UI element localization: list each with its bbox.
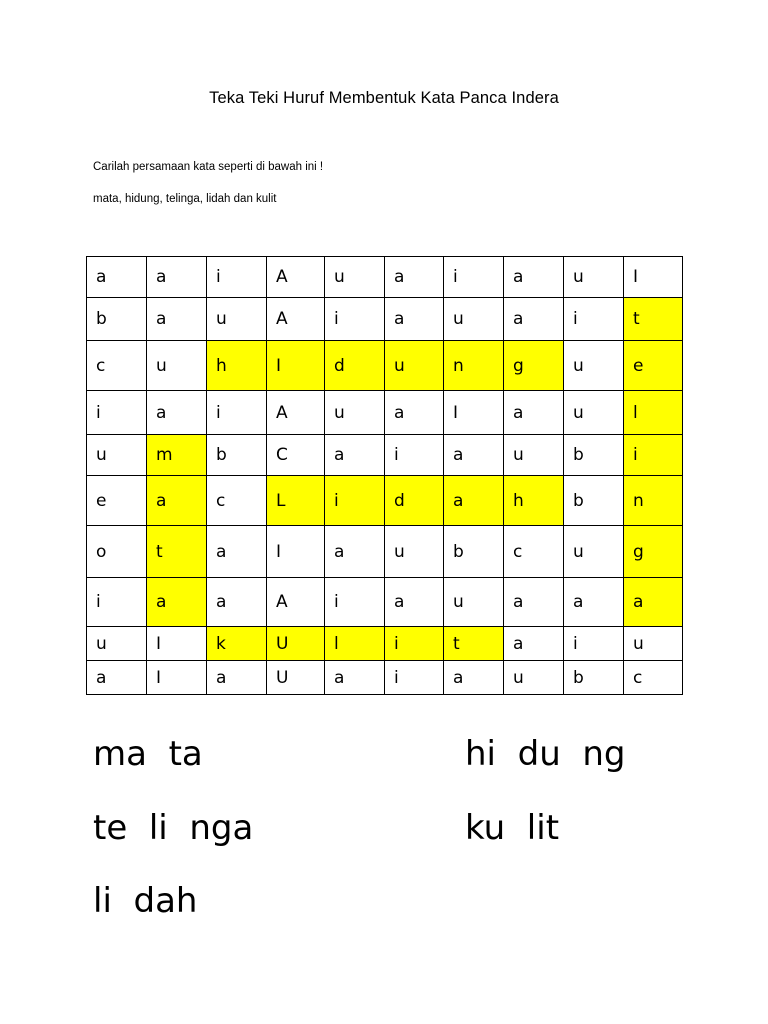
grid-cell: u	[147, 341, 207, 391]
grid-cell: n	[624, 476, 683, 526]
grid-row	[87, 627, 683, 661]
grid-cell: i	[624, 435, 683, 476]
instruction-text: Carilah persamaan kata seperti di bawah ini !	[93, 161, 324, 173]
grid-cell: a	[87, 661, 147, 695]
grid-cell: U	[267, 627, 325, 661]
grid-cell: l	[624, 391, 683, 435]
grid-cell: a	[504, 391, 564, 435]
grid-cell: t	[444, 627, 504, 661]
syllable-hidung: hi du ng	[465, 734, 626, 774]
grid-cell: a	[444, 661, 504, 695]
grid-cell: u	[385, 341, 444, 391]
syllable-mata: ma ta	[93, 734, 203, 774]
grid-cell: a	[87, 257, 147, 298]
grid-cell: d	[325, 341, 385, 391]
grid-cell: u	[564, 391, 624, 435]
word-list-text: mata, hidung, telinga, lidah dan kulit	[93, 193, 277, 205]
grid-cell: a	[147, 578, 207, 627]
grid-cell: a	[325, 435, 385, 476]
letter-grid	[86, 256, 683, 695]
grid-cell: a	[207, 661, 267, 695]
grid-cell: g	[504, 341, 564, 391]
grid-cell: i	[87, 391, 147, 435]
grid-cell: a	[147, 476, 207, 526]
grid-cell: a	[147, 391, 207, 435]
grid-cell: I	[147, 627, 207, 661]
grid-cell: u	[564, 341, 624, 391]
grid-row	[87, 526, 683, 578]
grid-row	[87, 298, 683, 341]
grid-cell: A	[267, 298, 325, 341]
grid-cell: I	[147, 661, 207, 695]
grid-cell: b	[207, 435, 267, 476]
grid-row	[87, 341, 683, 391]
grid-cell: t	[147, 526, 207, 578]
grid-cell: u	[385, 526, 444, 578]
grid-cell: t	[624, 298, 683, 341]
grid-cell: k	[207, 627, 267, 661]
grid-cell: u	[87, 435, 147, 476]
grid-cell: a	[147, 298, 207, 341]
grid-cell: a	[385, 257, 444, 298]
grid-cell: a	[207, 578, 267, 627]
grid-cell: a	[325, 661, 385, 695]
grid-cell: a	[325, 526, 385, 578]
grid-row	[87, 257, 683, 298]
grid-cell: l	[325, 627, 385, 661]
grid-cell: i	[385, 435, 444, 476]
syllable-lidah: li dah	[93, 881, 198, 921]
grid-cell: i	[207, 257, 267, 298]
grid-cell: A	[267, 257, 325, 298]
grid-cell: b	[564, 476, 624, 526]
grid-cell: u	[87, 627, 147, 661]
grid-cell: e	[87, 476, 147, 526]
grid-cell: u	[325, 391, 385, 435]
grid-cell: I	[267, 341, 325, 391]
grid-cell: i	[87, 578, 147, 627]
grid-cell: i	[325, 298, 385, 341]
grid-cell: a	[564, 578, 624, 627]
grid-row	[87, 661, 683, 695]
grid-cell: a	[385, 391, 444, 435]
grid-cell: u	[504, 435, 564, 476]
grid-cell: C	[267, 435, 325, 476]
grid-cell: m	[147, 435, 207, 476]
grid-cell: i	[564, 627, 624, 661]
grid-cell: L	[267, 476, 325, 526]
grid-cell: u	[444, 578, 504, 627]
grid-cell: b	[564, 435, 624, 476]
grid-cell: h	[504, 476, 564, 526]
page-title: Teka Teki Huruf Membentuk Kata Panca Indera	[209, 89, 559, 107]
grid-cell: i	[325, 476, 385, 526]
grid-cell: a	[444, 476, 504, 526]
grid-cell: h	[207, 341, 267, 391]
grid-cell: I	[267, 526, 325, 578]
grid-cell: a	[385, 578, 444, 627]
grid-cell: I	[624, 257, 683, 298]
grid-cell: u	[624, 627, 683, 661]
grid-cell: d	[385, 476, 444, 526]
grid-cell: a	[385, 298, 444, 341]
grid-cell: e	[624, 341, 683, 391]
grid-cell: i	[325, 578, 385, 627]
syllable-telinga: te li nga	[93, 808, 254, 848]
grid-row	[87, 578, 683, 627]
grid-cell: u	[444, 298, 504, 341]
grid-cell: g	[624, 526, 683, 578]
grid-cell: a	[444, 435, 504, 476]
grid-row	[87, 476, 683, 526]
grid-cell: u	[564, 526, 624, 578]
grid-cell: u	[504, 661, 564, 695]
grid-cell: u	[207, 298, 267, 341]
grid-cell: i	[385, 627, 444, 661]
grid-cell: c	[207, 476, 267, 526]
grid-cell: a	[504, 627, 564, 661]
grid-cell: a	[504, 578, 564, 627]
grid-cell: b	[444, 526, 504, 578]
grid-cell: o	[87, 526, 147, 578]
grid-cell: n	[444, 341, 504, 391]
grid-row	[87, 435, 683, 476]
grid-cell: u	[325, 257, 385, 298]
grid-cell: c	[504, 526, 564, 578]
grid-cell: a	[504, 257, 564, 298]
grid-cell: U	[267, 661, 325, 695]
grid-cell: A	[267, 578, 325, 627]
grid-cell: a	[624, 578, 683, 627]
grid-cell: i	[444, 257, 504, 298]
grid-cell: i	[385, 661, 444, 695]
grid-cell: b	[564, 661, 624, 695]
grid-cell: b	[87, 298, 147, 341]
grid-cell: I	[444, 391, 504, 435]
grid-cell: i	[207, 391, 267, 435]
grid-cell: a	[207, 526, 267, 578]
grid-row	[87, 391, 683, 435]
grid-cell: i	[564, 298, 624, 341]
grid-cell: a	[504, 298, 564, 341]
grid-cell: c	[87, 341, 147, 391]
grid-cell: a	[147, 257, 207, 298]
grid-cell: c	[624, 661, 683, 695]
grid-cell: A	[267, 391, 325, 435]
grid-cell: u	[564, 257, 624, 298]
syllable-kulit: ku lit	[465, 808, 560, 848]
